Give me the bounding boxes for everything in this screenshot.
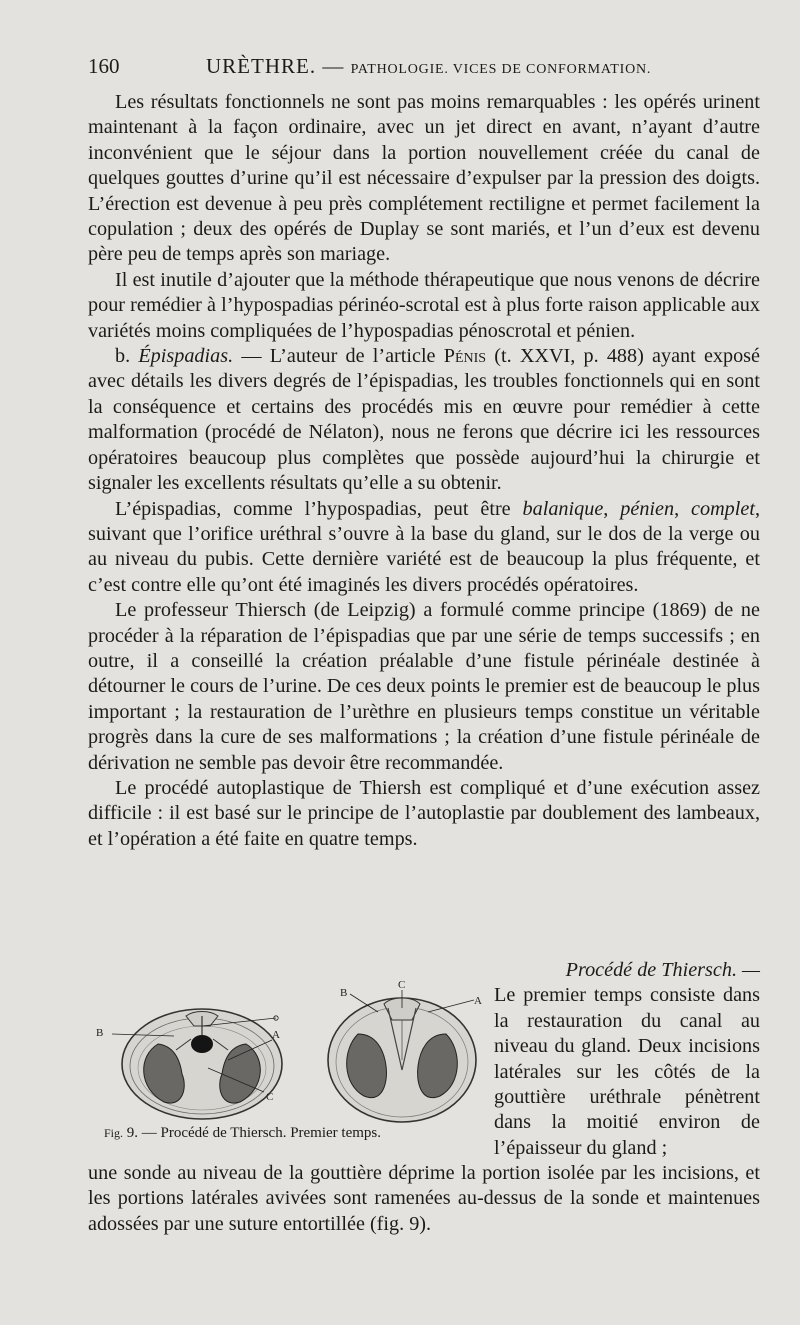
- figure-section: [88, 958, 760, 1236]
- running-header: [88, 54, 768, 84]
- running-title-sub: PATHOLOGIE. VICES DE CONFORMATION.: [350, 62, 652, 77]
- sep-2: ,: [674, 497, 692, 520]
- paragraph-thiersch-principle: Le professeur Thiersch (de Leipzig) a formulé comme principe (1869) de ne procéder à la réparation de l’épispadias que par une série de temps successifs ; en outre, il a conseillé la création préalable d’une fistule périnéale destinée à détourner le cours de l’urine. De ces deux points le premier est de beaucoup le plus important ; la restauration de l’urèthre en plusieurs temps constitue un véritable progrès dans la cure de ses malformations ; la création d’une fistule périnéale de dérivation ne semble pas devoir être recommandée.: [88, 599, 760, 774]
- label-a-left: A: [272, 1029, 280, 1041]
- label-c-right: C: [398, 980, 406, 991]
- left-section-drawing: [122, 1009, 282, 1119]
- label-c-left: C: [266, 1091, 274, 1103]
- term-balanique: balanique: [522, 497, 604, 520]
- sep-1: ,: [603, 497, 621, 520]
- figure-caption: [104, 1125, 484, 1142]
- paragraph-varieties: [88, 497, 760, 599]
- paragraph-results: Les résultats fonctionnels ne sont pas moins remarquables : les opérés urinent maintenant à la façon ordinaire, avec un jet direct en avant, n’ayant d’autre inconvénient que le séjour dans la portion nouvellement créée du canal de quelques gouttes d’urine qu’il est nécessaire d’expulser par la pression des doigts. L’érection est devenue à peu près complétement rectiligne et permet facilement la copulation ; deux des opérés de Duplay se sont mariés, et l’un d’eux est devenu père peu de temps après son mariage.: [88, 91, 760, 266]
- running-title: [206, 54, 651, 79]
- label-b-right: B: [340, 987, 348, 999]
- main-text: [88, 90, 760, 852]
- epispadias-text-b: (t. XXVI, p. 488) ayant exposé avec détails les divers degrés de l’épispadias, les troubles fonctionnels qui en sont la conséquence et certains des procédés mis en œuvre pour remédier à cette malformation (procédé de Nélaton), nous ne ferons que décrire ici les ressources opératoires beaucoup plus complètes que possède aujourd’hui la chirurgie et signaler les excellents résultats qu’elle a su obtenir.: [88, 345, 760, 495]
- procedure-full-text: une sonde au niveau de la gouttière déprime la portion isolée par les incisions, et les portions latérales avivées sont ramenées au-dessus de la sonde et maintenues adossées par une suture entortillée (fig. 9).: [88, 1162, 760, 1235]
- procedure-side-text: Le premier temps consiste dans la restauration du canal au niveau du gland. Deux incisions latérales sur les côtés de la gouttière uréthrale pénètrent dans la moitié environ de l’épaisseur du gland ;: [494, 984, 760, 1159]
- procedure-side-column: [494, 958, 760, 1161]
- paragraph-method: Il est inutile d’ajouter que la méthode thérapeutique que nous venons de décrire pour remédier à l’hypospadias périnéo-scrotal est à plus forte raison applicable aux variétés moins compliquées de l’hypospadias pénoscrotal et pénien.: [88, 268, 760, 342]
- figure-9: [88, 958, 488, 1168]
- page-number: 160: [88, 54, 120, 78]
- procedure-continuation: [88, 1161, 760, 1237]
- term-complet: complet: [691, 497, 755, 520]
- epispadias-text-a: — L’auteur de l’article: [233, 345, 444, 368]
- right-section-drawing: [328, 998, 476, 1122]
- section-letter: b.: [115, 345, 131, 368]
- article-penis-ref: Pénis: [443, 345, 487, 368]
- label-a-right: A: [474, 995, 482, 1007]
- figure-9-illustration: [88, 980, 488, 1125]
- label-b-left: B: [96, 1027, 104, 1039]
- running-title-main: URÈTHRE. —: [206, 54, 345, 78]
- varieties-text-b: , suivant que l’orifice uréthral s’ouvre à la base du gland, sur le dos de la verge ou au niveau du pubis. Cette dernière variété est de beaucoup la plus fréquente, et c’est contre elle qu’ont été imaginés les divers procédés opératoires.: [88, 497, 760, 596]
- procedure-heading-text: Procédé de Thiersch. —: [565, 959, 760, 981]
- section-heading-epispadias: Épispadias.: [138, 345, 234, 368]
- caption-fig-text: Procédé de Thiersch. Premier temps.: [160, 1125, 382, 1141]
- paragraph-autoplastic: Le procédé autoplastique de Thiersh est compliqué et d’une exécution assez difficile : il est basé sur le principe de l’autoplastie par doublement des lambeaux, et l’opération a été faite en quatre temps.: [88, 776, 760, 850]
- term-penien: pénien: [620, 497, 675, 520]
- caption-fig-word: Fig.: [104, 1126, 124, 1140]
- paragraph-epispadias: [88, 344, 760, 496]
- caption-fig-number: 9. —: [126, 1125, 157, 1141]
- varieties-text-a: L’épispadias, comme l’hypospadias, peut être: [115, 497, 523, 520]
- procedure-heading: [494, 958, 760, 983]
